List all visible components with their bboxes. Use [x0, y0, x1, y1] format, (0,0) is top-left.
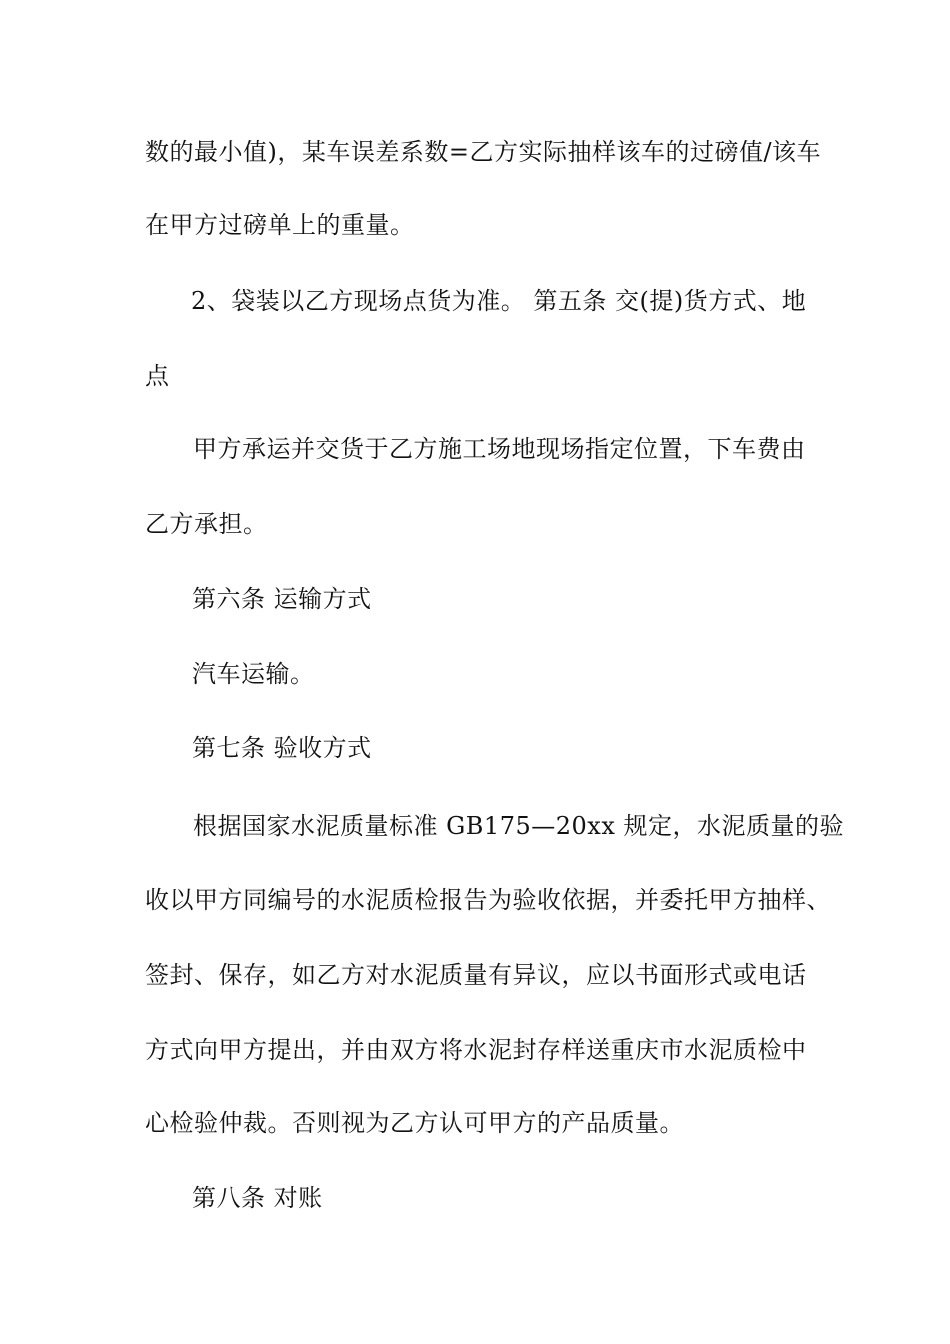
section-heading-article-6: 第六条 运输方式	[192, 585, 372, 613]
text-line-acceptance-cont-1: 收以甲方同编号的水泥质检报告为验收依据，并委托甲方抽样、	[145, 886, 831, 914]
text-line-acceptance: 根据国家水泥质量标准 GB175—20xx 规定，水泥质量的验	[193, 812, 844, 840]
text-line-delivery-cont: 乙方承担。	[145, 510, 268, 538]
text-line-acceptance-cont-2: 签封、保存，如乙方对水泥质量有异议，应以书面形式或电话	[145, 961, 807, 989]
text-line-bagged-goods-cont: 点	[145, 362, 170, 390]
text-line-acceptance-cont-4: 心检验仲裁。否则视为乙方认可甲方的产品质量。	[145, 1109, 684, 1137]
section-heading-article-8: 第八条 对账	[192, 1184, 323, 1212]
text-line-bagged-goods: 2、袋装以乙方现场点货为准。 第五条 交(提)货方式、地	[191, 287, 807, 315]
section-heading-article-7: 第七条 验收方式	[192, 734, 372, 762]
text-line-ratio-formula: 数的最小值)，某车误差系数=乙方实际抽样该车的过磅值/该车	[145, 138, 822, 166]
text-line-transport: 汽车运输。	[192, 660, 315, 688]
text-line-acceptance-cont-3: 方式向甲方提出，并由双方将水泥封存样送重庆市水泥质检中	[145, 1036, 807, 1064]
text-line-delivery: 甲方承运并交货于乙方施工场地现场指定位置，下车费由	[193, 435, 806, 463]
text-line-ratio-formula-cont: 在甲方过磅单上的重量。	[145, 211, 415, 239]
